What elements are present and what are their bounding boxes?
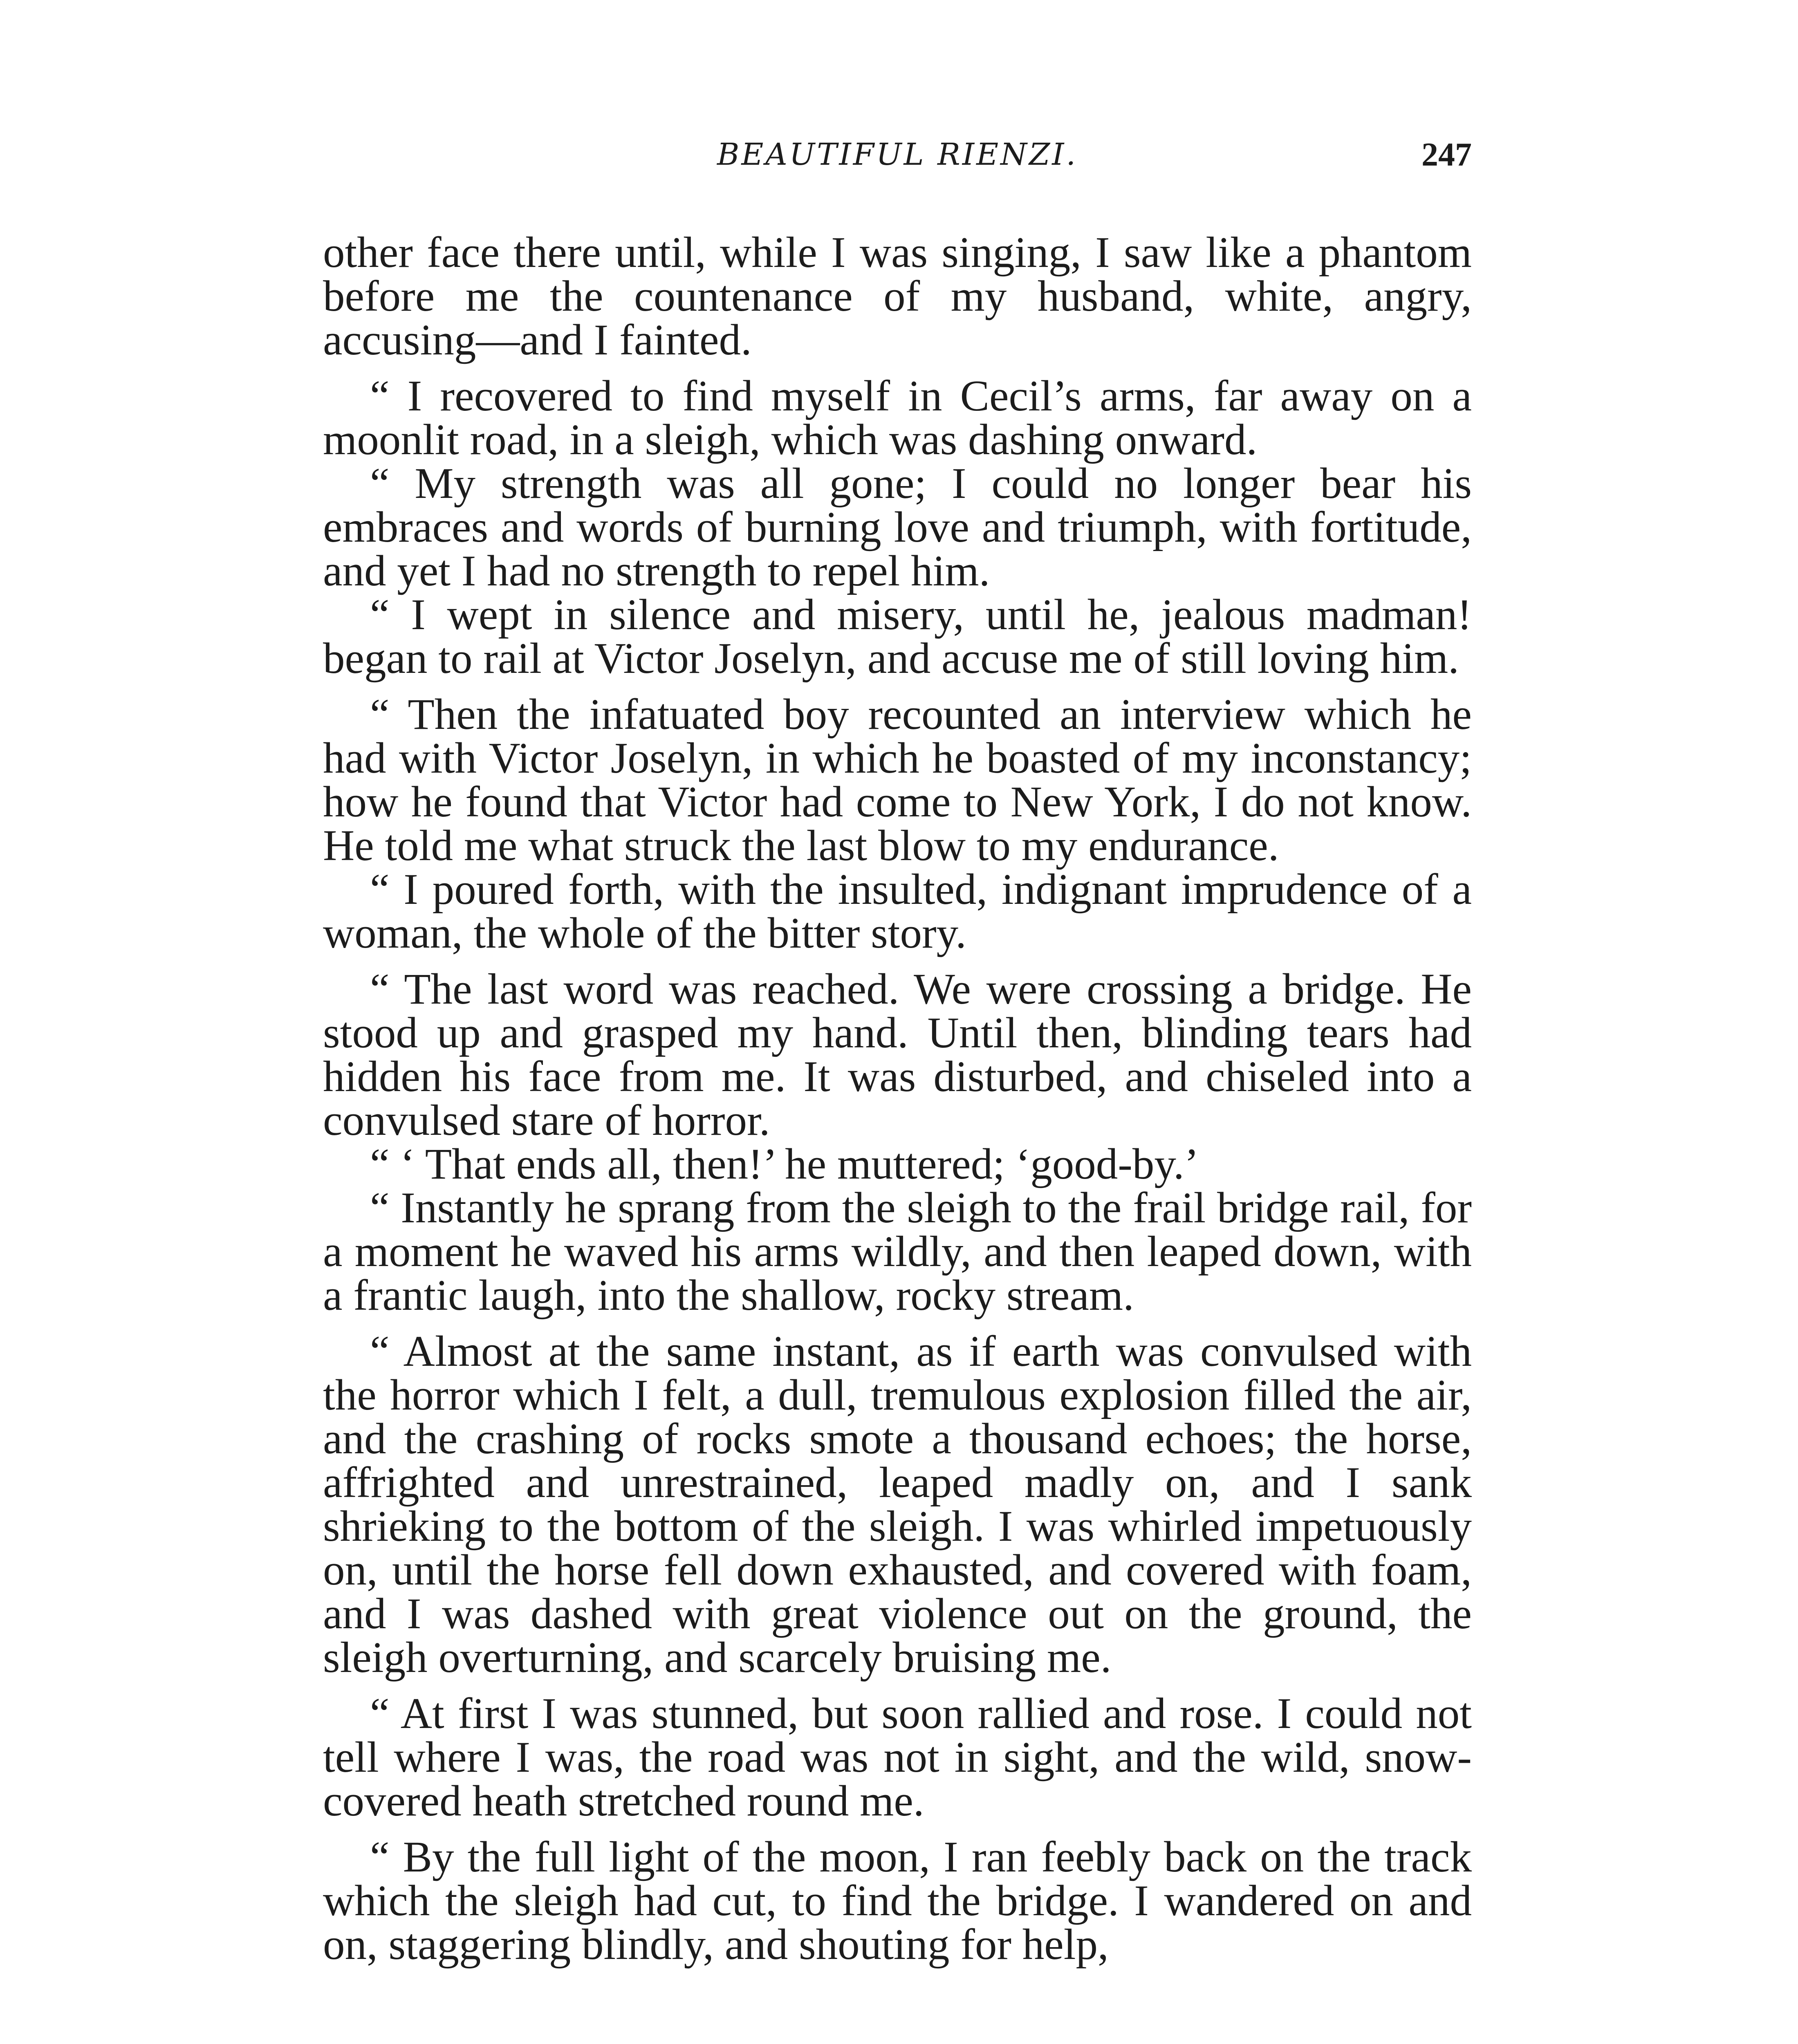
- paragraph-8: “ ‘ That ends all, then!’ he muttered; ‘good-by.’: [370, 1140, 1199, 1188]
- page-body: [323, 231, 1472, 1967]
- running-title: BEAUTIFUL RIENZI.: [717, 137, 1078, 172]
- page-header: [323, 130, 1472, 179]
- paragraph-10: “ Almost at the same instant, as if earth was convulsed with the horror which I felt, a dull, tremulous explosion filled the air, and the crashing of rocks smote a thousand echoes; the horse, affrighted and unrestrained, leaped madly on, and I sank shrieking to the bottom of the sleigh. I was whirled impetuously on, until the horse fell down exhausted, and covered with foam, and I was dashed with great violence out on the ground, the sleigh overturning, and scarcely bruising me.: [323, 1327, 1472, 1682]
- paragraph-1: other face there until, while I was singing, I saw like a phantom before me the countenance of my husband, white, angry, accusing—and I fainted.: [323, 229, 1472, 364]
- page-number: 247: [1421, 136, 1472, 173]
- paragraph-3: “ My strength was all gone; I could no longer bear his embraces and words of burning love and triumph, with fortitude, and yet I had no strength to repel him.: [323, 459, 1472, 595]
- paragraph-11: “ At first I was stunned, but soon rallied and rose. I could not tell where I was, the road was not in sight, and the wild, snow-covered heath stretched round me.: [323, 1690, 1472, 1825]
- paragraph-5: “ Then the infatuated boy recounted an interview which he had with Victor Joselyn, in which he boasted of my inconstancy; how he found that Victor had come to New York, I do not know. He told me what struck the last blow to my endurance.: [323, 690, 1472, 870]
- paragraph-4: “ I wept in silence and misery, until he, jealous madman! began to rail at Victor Joselyn, and accuse me of still loving him.: [323, 591, 1472, 683]
- paragraph-12: “ By the full light of the moon, I ran feebly back on the track which the sleigh had cut, to find the bridge. I wandered on and on, staggering blindly, and shouting for help,: [323, 1833, 1472, 1969]
- paragraph-6: “ I poured forth, with the insulted, indignant imprudence of a woman, the whole of the bitter story.: [323, 865, 1472, 957]
- paragraph-7: “ The last word was reached. We were crossing a bridge. He stood up and grasped my hand. Until then, blinding tears had hidden his face from me. It was disturbed, and chiseled into a convulsed stare of horror.: [323, 965, 1472, 1145]
- paragraph-9: “ Instantly he sprang from the sleigh to the frail bridge rail, for a moment he waved his arms wildly, and then leaped down, with a frantic laugh, into the shallow, rocky stream.: [323, 1184, 1472, 1320]
- paragraph-2: “ I recovered to find myself in Cecil’s arms, far away on a moonlit road, in a sleigh, which was dashing onward.: [323, 372, 1472, 464]
